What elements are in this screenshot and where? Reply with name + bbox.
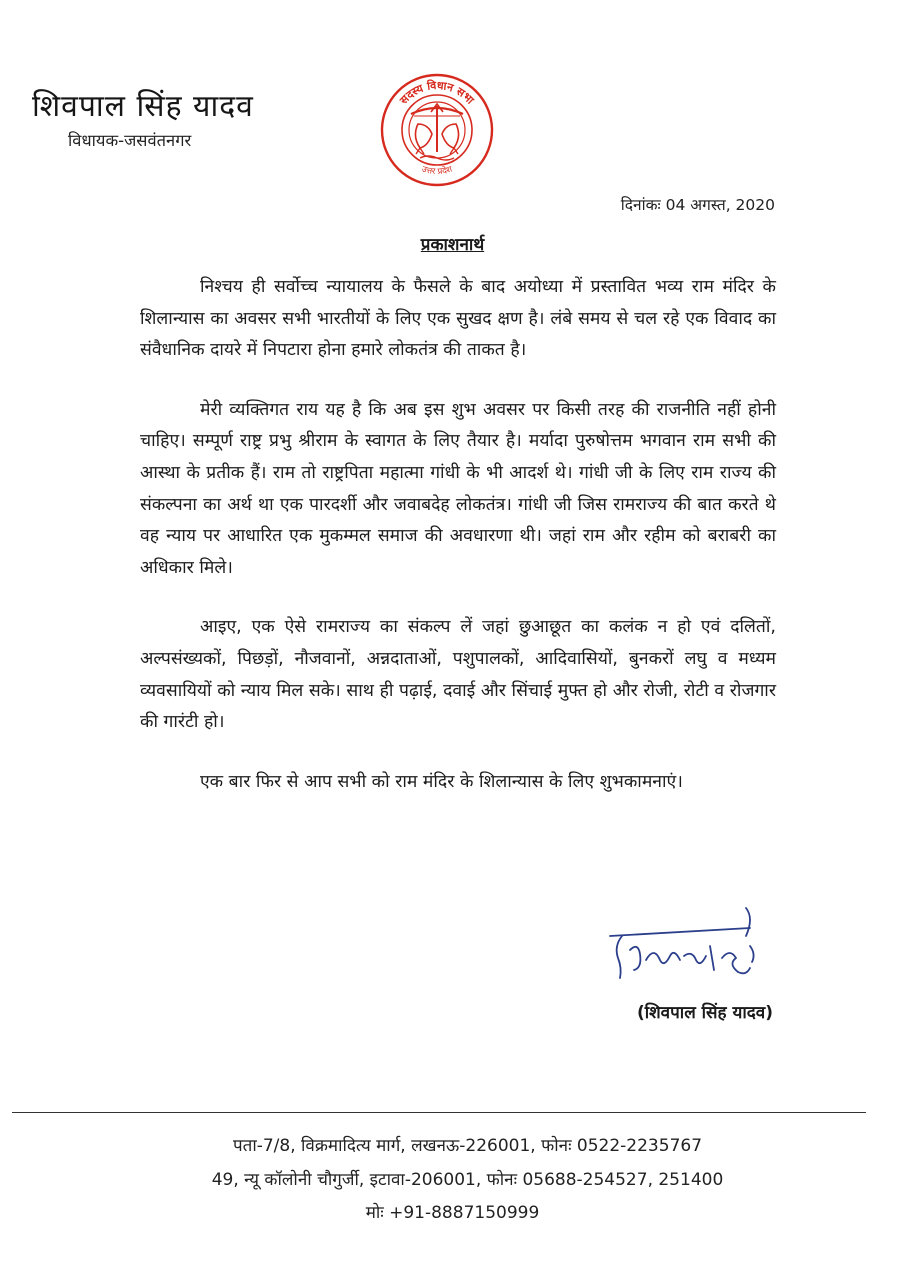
letter-date: दिनांकः 04 अगस्त, 2020 (620, 196, 775, 214)
footer-mobile: मोः +91-8887150999 (365, 1203, 540, 1223)
footer-address-etawah: 49, न्यू कॉलोनी चौगुर्जी, इटावा-206001, फोनः 05688-254527, 251400 (211, 1170, 724, 1190)
seal-top-text: सदस्य विधान सभा (397, 78, 477, 107)
body-paragraph-1: निश्चय ही सर्वोच्च न्यायालय के फैसले के बाद अयोध्या में प्रस्तावित भव्य राम मंदिर के शिलान्यास का अवसर सभी भारतीयों के लिए एक सुखद क्षण है। लंबे समय से चल रहे एक विवाद का संवैधानिक दायरे में निपटारा होना हमारे लोकतंत्र की ताकत है। (140, 277, 776, 361)
assembly-seal-logo (378, 72, 496, 188)
body-paragraph-4: एक बार फिर से आप सभी को राम मंदिर के शिलान्यास के लिए शुभकामनाएं। (200, 771, 683, 792)
letter-body (140, 272, 776, 826)
signatory-name: (शिवपाल सिंह यादव) (636, 1003, 773, 1023)
subject-text: प्रकाशनार्थ (420, 235, 485, 255)
footer-divider (12, 1112, 866, 1113)
body-paragraph-2: मेरी व्यक्तिगत राय यह है कि अब इस शुभ अवसर पर किसी तरह की राजनीति नहीं होनी चाहिए। सम्पूर्ण राष्ट्र प्रभु श्रीराम के स्वागत के लिए तैयार है। मर्यादा पुरुषोत्तम भगवान राम सभी की आस्था के प्रतीक हैं। राम तो राष्ट्रपिता महात्मा गांधी के भी आदर्श थे। गांधी जी के लिए राम राज्य की संकल्पना का अर्थ था एक पारदर्शी और जवाबदेह लोकतंत्र। गांधी जी जिस रामराज्य की बात करते थे वह न्याय पर आधारित एक मुकम्मल समाज की अवधारणा थी। जहां राम और रहीम को बराबरी का अधिकार मिले। (140, 399, 777, 578)
footer-address-lucknow: पता-7/8, विक्रमादित्य मार्ग, लखनऊ-226001, फोनः 0522-2235767 (232, 1136, 703, 1156)
handwritten-signature (600, 906, 760, 998)
seal-bottom-text: उत्तर प्रदेश (420, 164, 454, 178)
sender-name: शिवपाल सिंह यादव (32, 89, 254, 124)
sender-designation: विधायक-जसवंतनगर (68, 131, 192, 150)
body-paragraph-3: आइए, एक ऐसे रामराज्य का संकल्प लें जहां छुआछूत का कलंक न हो एवं दलितों, अल्पसंख्यकों, पिछड़ों, नौजवानों, अन्नदाताओं, पशुपालकों, आदिवासियों, बुनकरों लघु व मध्यम व्यवसायियों को न्याय मिल सके। साथ ही पढ़ाई, दवाई और सिंचाई मुफ्त हो और रोजी, रोटी व रोजगार की गारंटी हो। (140, 617, 776, 733)
subject-heading (0, 232, 905, 255)
